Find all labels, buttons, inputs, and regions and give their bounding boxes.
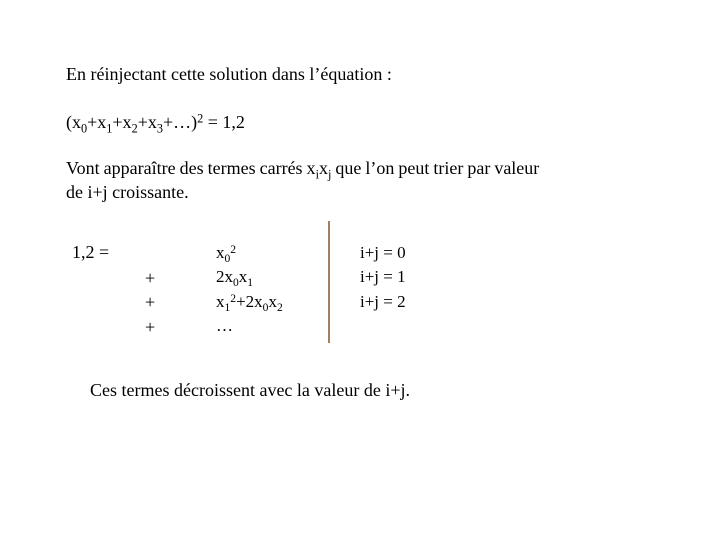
term-var: +2x: [236, 292, 263, 311]
plus-sign: +: [145, 317, 156, 337]
term-sub: 1: [247, 276, 254, 290]
term-ellipsis: …: [216, 316, 233, 335]
para-part2: que l’on peut trier par valeur: [331, 158, 540, 178]
term-x1sq-plus-2x0x2: [216, 291, 283, 315]
eq-sub-3: 3: [156, 121, 163, 136]
eq-rhs: = 1,2: [203, 112, 245, 132]
vertical-divider: [328, 221, 330, 343]
para-sub-j: j: [327, 167, 332, 182]
term-var: x: [216, 292, 225, 311]
eq-exponent: 2: [197, 111, 204, 126]
term-sub: 0: [224, 252, 231, 266]
eq-sub-0: 0: [81, 121, 88, 136]
eq-plus-1: +x: [87, 112, 107, 132]
ij-label: i+j = 1: [360, 267, 406, 286]
term-sub: 0: [233, 276, 239, 290]
ij-label: i+j = 0: [360, 243, 406, 262]
para-part1: Vont apparaître des termes carrés x: [66, 158, 316, 178]
intro-text: En réinjectant cette solution dans l’équation :: [66, 64, 392, 84]
para-x: x: [318, 158, 328, 178]
paragraph-line-1: [66, 158, 540, 182]
paragraph-line-2: de i+j croissante.: [66, 182, 189, 202]
term-var: x: [216, 243, 225, 262]
term-sup: 2: [230, 242, 237, 256]
eq-sub-1: 1: [106, 121, 113, 136]
eq-tail: +…): [162, 112, 198, 132]
term-2x0x1: [216, 267, 254, 290]
eq-sub-2: 2: [131, 121, 138, 136]
term-var: x: [238, 267, 248, 286]
term-sub: 0: [262, 301, 269, 315]
term-sub: 1: [224, 301, 231, 315]
para-sub-i: i: [315, 167, 319, 182]
plus-sign: +: [145, 268, 156, 288]
term-x0-squared: [216, 242, 237, 266]
conclusion-text: Ces termes décroissent avec la valeur de i+j.: [90, 380, 411, 400]
eq-plus-3: +x: [137, 112, 157, 132]
eq-plus-2: +x: [112, 112, 132, 132]
term-sup: 2: [230, 291, 237, 305]
term-sub: 2: [276, 301, 283, 315]
term-var: x: [268, 292, 277, 311]
eq-open: (x: [66, 112, 81, 132]
plus-sign: +: [145, 292, 156, 312]
ij-label: i+j = 2: [360, 292, 406, 311]
term-var: 2x: [216, 267, 233, 286]
lhs-value: 1,2 =: [72, 242, 110, 262]
squared-sum-equation: [66, 111, 245, 136]
